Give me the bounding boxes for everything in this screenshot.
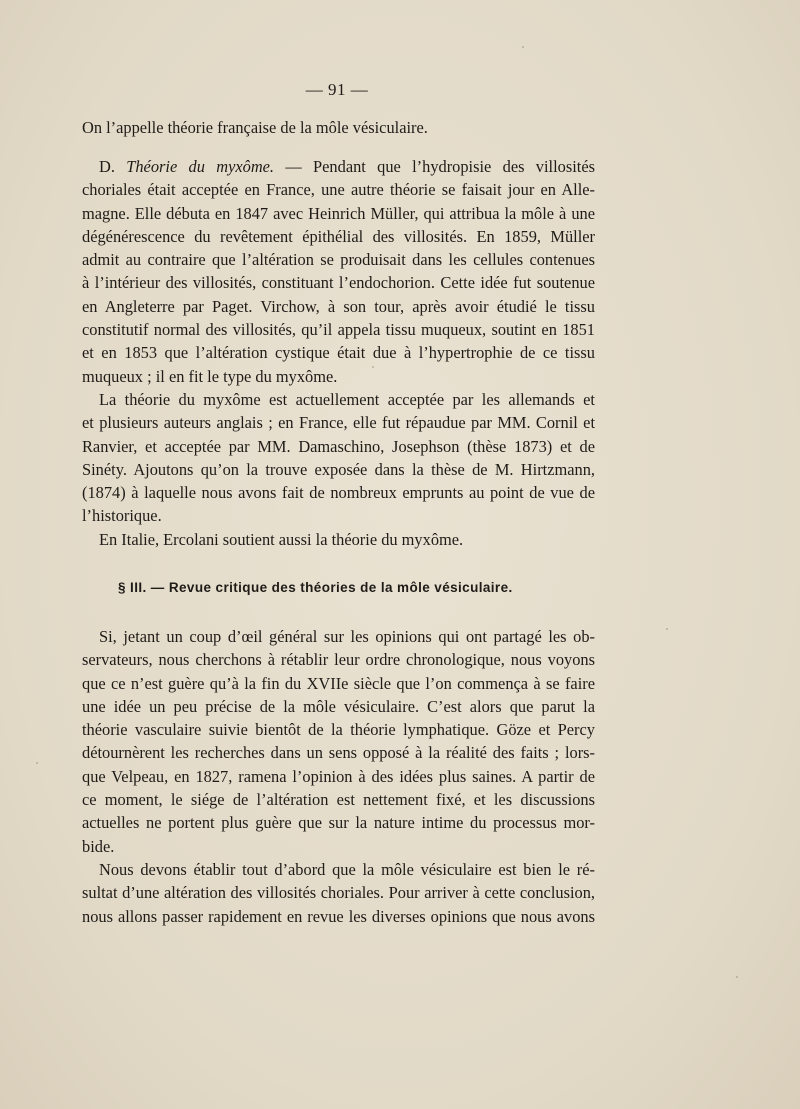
text-line: dégénérescence du revêtement épithélial des villosités. En 1859, Müller — [82, 226, 595, 246]
text-line: en Angleterre par Paget. Virchow, à son tour, après avoir étudié le tissu — [82, 296, 595, 316]
text-line: actuelles ne portent plus guère que sur la nature intime du processus mor- — [82, 813, 595, 833]
intro-paragraph — [82, 116, 595, 139]
text-line: Nous devons établir tout d’abord que la môle vésiculaire est bien le ré- — [99, 859, 595, 879]
text-line: que Velpeau, en 1827, ramena l’opinion à des idées plus saines. A partir de — [82, 766, 595, 786]
text-line: (1874) à laquelle nous avons fait de nombreux emprunts au point de vue de — [82, 483, 595, 503]
section-iii-body — [82, 625, 595, 928]
section-heading: § III. — Revue critique des théories de la môle vésiculaire. — [118, 580, 513, 595]
text-line: détournèrent les recherches dans un sens opposé à la réalité des faits ; lors- — [82, 743, 595, 763]
section-d-first-line — [82, 155, 595, 178]
paper-speck — [36, 762, 38, 764]
text-line: et en 1853 que l’altération cystique était due à l’hypertrophie de ce tissu — [82, 343, 595, 363]
paper-speck — [522, 46, 524, 48]
section-d-dash: — — [274, 157, 314, 176]
text-line: théorie vasculaire suivie bientôt de la théorie lymphatique. Göze et Percy — [82, 720, 595, 740]
text-line: muqueux ; il en fit le type du myxôme. — [82, 366, 338, 386]
text-line: servateurs, nous cherchons à rétablir leur ordre chronologique, nous voyons — [82, 650, 595, 670]
paper-speck — [736, 976, 738, 978]
text-line: La théorie du myxôme est actuellement acceptée par les allemands et — [99, 389, 595, 409]
text-line: choriales était acceptée en France, une autre théorie se faisait jour en Alle- — [82, 180, 595, 200]
text-line: l’historique. — [82, 506, 162, 526]
intro-line: On l’appelle théorie française de la môle vésiculaire. — [82, 118, 428, 137]
text-line: constitutif normal des villosités, qu’il appela tissu muqueux, soutint en 1851 — [82, 320, 595, 340]
text-line: bide. — [82, 836, 115, 856]
section-d-label: D. — [99, 157, 115, 176]
section-d-first-line-text: Pendant que l’hydropisie des villosités — [313, 157, 595, 176]
text-line: nous allons passer rapidement en revue les diverses opinions que nous avons — [82, 906, 595, 926]
text-line: Si, jetant un coup d’œil général sur les opinions qui ont partagé les ob- — [99, 627, 595, 646]
text-line: sultat d’une altération des villosités choriales. Pour arriver à cette conclusion, — [82, 883, 595, 903]
paper-speck — [372, 366, 374, 368]
text-line: que ce n’est guère qu’à la fin du XVIIe siècle que l’on commença à se faire — [82, 673, 595, 693]
section-d-title: Théorie du myxôme. — [126, 157, 275, 176]
text-line: En Italie, Ercolani soutient aussi la théorie du myxôme. — [99, 529, 464, 549]
text-line: ce moment, le siége de l’altération est nettement fixé, et les discussions — [82, 790, 595, 810]
text-line: admit au contraire que l’altération se produisait dans les cellules contenues — [82, 250, 595, 270]
text-line: une idée un peu précise de la môle vésiculaire. C’est alors que parut la — [82, 696, 595, 716]
text-line: Sinéty. Ajoutons qu’on la trouve exposée dans la thèse de M. Hirtzmann, — [82, 459, 595, 479]
paper-speck — [666, 628, 668, 630]
page-number: — 91 — — [305, 80, 369, 99]
text-line: Ranvier, et acceptée par MM. Damaschino, Josephson (thèse 1873) et de — [82, 436, 595, 456]
text-line: à l’intérieur des villosités, constituant l’endochorion. Cette idée fut soutenue — [82, 273, 595, 293]
text-line: magne. Elle débuta en 1847 avec Heinrich Müller, qui attribua la môle à une — [82, 203, 595, 223]
section-d-paragraph-1 — [82, 155, 595, 551]
text-line: et plusieurs auteurs anglais ; en France, elle fut répaudue par MM. Cornil et — [82, 413, 595, 433]
